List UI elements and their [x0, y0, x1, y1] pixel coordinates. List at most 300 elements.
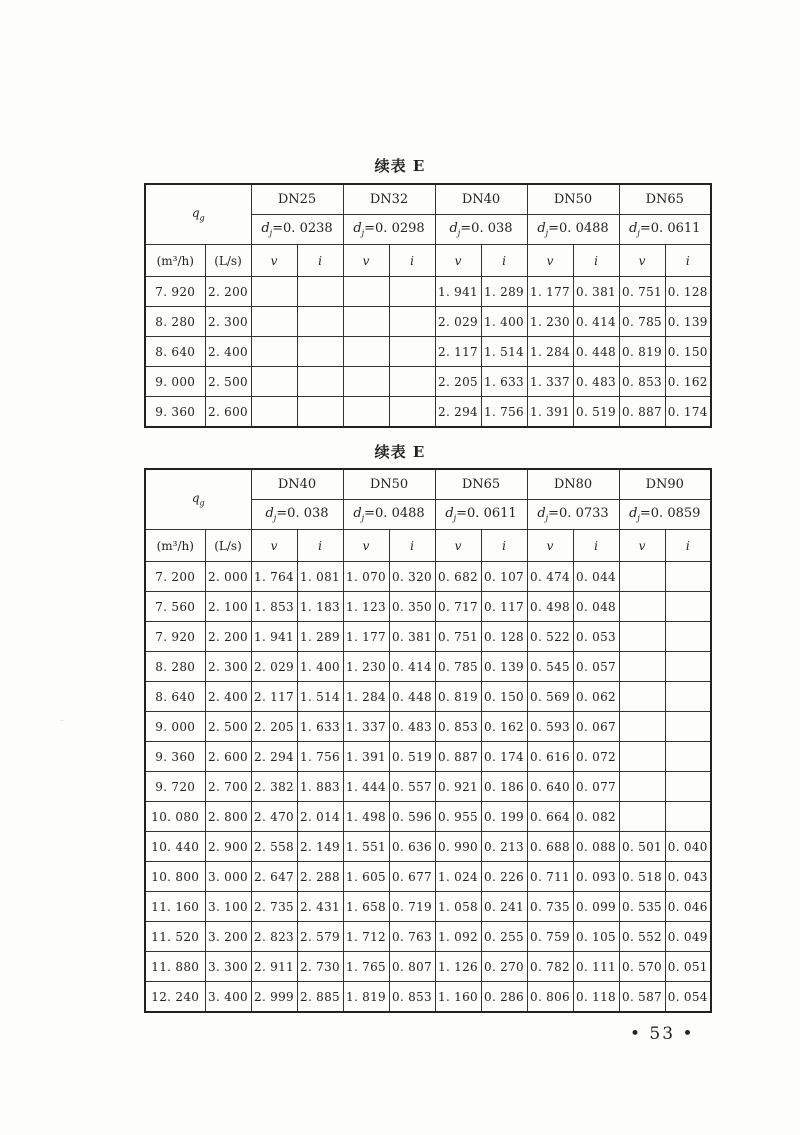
velocity-cell: [251, 307, 297, 337]
table-row: [145, 772, 711, 802]
table-row: [145, 862, 711, 892]
gradient-cell: 1. 883: [297, 772, 343, 802]
flow-ls-cell: 2. 500: [205, 712, 251, 742]
velocity-cell: 0. 785: [619, 307, 665, 337]
gradient-cell: 0. 118: [573, 982, 619, 1013]
velocity-cell: 0. 682: [435, 562, 481, 592]
flow-table-1: [144, 183, 712, 428]
gradient-cell: 0. 054: [665, 982, 711, 1013]
velocity-cell: 2. 470: [251, 802, 297, 832]
velocity-cell: 0. 664: [527, 802, 573, 832]
velocity-cell: 1. 444: [343, 772, 389, 802]
velocity-cell: 1. 092: [435, 922, 481, 952]
pipe-diameter-header: [251, 215, 343, 245]
velocity-cell: [251, 337, 297, 367]
velocity-cell: 1. 391: [343, 742, 389, 772]
velocity-header: v: [251, 245, 297, 277]
gradient-cell: [389, 337, 435, 367]
gradient-cell: [665, 622, 711, 652]
flow-m3h-cell: 7. 200: [145, 562, 205, 592]
flow-ls-cell: 3. 300: [205, 952, 251, 982]
velocity-cell: 0. 785: [435, 652, 481, 682]
diameter-value: =0. 038: [276, 506, 329, 522]
gradient-cell: 0. 040: [665, 832, 711, 862]
velocity-cell: 0. 887: [435, 742, 481, 772]
velocity-header: v: [527, 245, 573, 277]
table-2-title: 续表 E: [374, 443, 426, 461]
velocity-header: v: [343, 245, 389, 277]
pipe-diameter-header: [527, 215, 619, 245]
table-row: [145, 592, 711, 622]
diameter-symbol: $d_j$: [537, 221, 549, 238]
velocity-cell: 0. 518: [619, 862, 665, 892]
gradient-cell: 0. 107: [481, 562, 527, 592]
velocity-cell: 1. 605: [343, 862, 389, 892]
unit-m3h: (m³/h): [145, 530, 205, 562]
diameter-value: =0. 0611: [639, 221, 701, 237]
table-row: [145, 337, 711, 367]
velocity-cell: 1. 658: [343, 892, 389, 922]
flow-m3h-cell: 12. 240: [145, 982, 205, 1013]
flow-m3h-cell: 11. 880: [145, 952, 205, 982]
flow-m3h-cell: 9. 360: [145, 397, 205, 428]
velocity-cell: 0. 522: [527, 622, 573, 652]
velocity-cell: 0. 593: [527, 712, 573, 742]
velocity-header: v: [343, 530, 389, 562]
gradient-cell: 0. 174: [665, 397, 711, 428]
gradient-cell: [665, 772, 711, 802]
gradient-header: i: [481, 530, 527, 562]
gradient-cell: 0. 067: [573, 712, 619, 742]
velocity-cell: 1. 941: [435, 277, 481, 307]
gradient-cell: [665, 652, 711, 682]
gradient-cell: 0. 049: [665, 922, 711, 952]
velocity-header: v: [251, 530, 297, 562]
unit-m3h: (m³/h): [145, 245, 205, 277]
velocity-cell: 0. 887: [619, 397, 665, 428]
pipe-dn-header: DN50: [343, 469, 435, 500]
flow-ls-cell: 2. 300: [205, 307, 251, 337]
pipe-dn-header: DN25: [251, 184, 343, 215]
velocity-cell: 1. 177: [527, 277, 573, 307]
velocity-cell: 2. 205: [435, 367, 481, 397]
velocity-header: v: [619, 245, 665, 277]
gradient-cell: 0. 719: [389, 892, 435, 922]
flow-m3h-cell: 8. 640: [145, 682, 205, 712]
gradient-cell: [389, 367, 435, 397]
diameter-symbol: $d_j$: [445, 506, 457, 523]
gradient-cell: 0. 162: [665, 367, 711, 397]
scan-speck: ··: [60, 718, 64, 725]
velocity-cell: 0. 955: [435, 802, 481, 832]
pipe-diameter-header: [435, 500, 527, 530]
velocity-cell: [343, 397, 389, 428]
flow-ls-cell: 3. 100: [205, 892, 251, 922]
gradient-cell: 1. 081: [297, 562, 343, 592]
velocity-cell: [619, 562, 665, 592]
flow-ls-cell: 3. 200: [205, 922, 251, 952]
gradient-cell: 0. 381: [573, 277, 619, 307]
flow-subscript: g: [199, 498, 205, 508]
table-row: [145, 742, 711, 772]
flow-m3h-cell: 7. 560: [145, 592, 205, 622]
diameter-value: =0. 0238: [272, 221, 333, 237]
gradient-cell: 0. 088: [573, 832, 619, 862]
pipe-dn-header: DN32: [343, 184, 435, 215]
velocity-cell: 2. 029: [435, 307, 481, 337]
gradient-cell: 0. 519: [573, 397, 619, 428]
diameter-value: =0. 0859: [639, 506, 701, 522]
gradient-cell: 1. 289: [297, 622, 343, 652]
flow-ls-cell: 2. 300: [205, 652, 251, 682]
velocity-cell: 2. 999: [251, 982, 297, 1013]
velocity-cell: 0. 853: [619, 367, 665, 397]
header-row-dn: [145, 184, 711, 215]
gradient-cell: 0. 139: [481, 652, 527, 682]
velocity-cell: 1. 819: [343, 982, 389, 1013]
pipe-diameter-header: [435, 215, 527, 245]
flow-m3h-cell: 8. 640: [145, 337, 205, 367]
pipe-dn-header: DN50: [527, 184, 619, 215]
gradient-cell: [297, 397, 343, 428]
velocity-cell: 2. 911: [251, 952, 297, 982]
flow-m3h-cell: 9. 000: [145, 712, 205, 742]
flow-ls-cell: 2. 100: [205, 592, 251, 622]
velocity-cell: [619, 652, 665, 682]
table-row: [145, 397, 711, 428]
velocity-cell: 2. 294: [251, 742, 297, 772]
velocity-cell: 2. 823: [251, 922, 297, 952]
gradient-cell: [297, 337, 343, 367]
gradient-cell: 0. 043: [665, 862, 711, 892]
gradient-cell: 0. 483: [389, 712, 435, 742]
velocity-cell: 0. 570: [619, 952, 665, 982]
gradient-cell: 0. 483: [573, 367, 619, 397]
velocity-cell: [619, 592, 665, 622]
diameter-symbol: $d_j$: [537, 506, 549, 523]
velocity-header: v: [435, 530, 481, 562]
velocity-cell: 1. 391: [527, 397, 573, 428]
velocity-cell: 0. 806: [527, 982, 573, 1013]
velocity-cell: 1. 024: [435, 862, 481, 892]
velocity-cell: [251, 277, 297, 307]
gradient-cell: 2. 885: [297, 982, 343, 1013]
flow-ls-cell: 2. 800: [205, 802, 251, 832]
flow-ls-cell: 2. 900: [205, 832, 251, 862]
velocity-cell: 0. 569: [527, 682, 573, 712]
flow-ls-cell: 2. 000: [205, 562, 251, 592]
velocity-cell: 0. 717: [435, 592, 481, 622]
velocity-cell: 0. 751: [619, 277, 665, 307]
velocity-cell: [343, 337, 389, 367]
flow-ls-cell: 2. 600: [205, 742, 251, 772]
gradient-cell: 0. 350: [389, 592, 435, 622]
gradient-cell: 1. 400: [297, 652, 343, 682]
velocity-cell: 1. 070: [343, 562, 389, 592]
gradient-cell: 0. 241: [481, 892, 527, 922]
velocity-cell: 2. 382: [251, 772, 297, 802]
pipe-dn-header: DN40: [435, 184, 527, 215]
flow-subscript: g: [199, 213, 205, 223]
pipe-diameter-header: [619, 500, 711, 530]
velocity-cell: 1. 337: [343, 712, 389, 742]
gradient-cell: [297, 367, 343, 397]
gradient-cell: 1. 633: [481, 367, 527, 397]
velocity-cell: 0. 616: [527, 742, 573, 772]
table-row: [145, 307, 711, 337]
gradient-header: i: [573, 530, 619, 562]
velocity-cell: 0. 711: [527, 862, 573, 892]
gradient-cell: 0. 150: [665, 337, 711, 367]
unit-ls: (L/s): [205, 530, 251, 562]
velocity-cell: [343, 367, 389, 397]
gradient-cell: 1. 756: [481, 397, 527, 428]
velocity-cell: 1. 853: [251, 592, 297, 622]
gradient-cell: 1. 183: [297, 592, 343, 622]
gradient-cell: 0. 174: [481, 742, 527, 772]
gradient-cell: [665, 742, 711, 772]
velocity-cell: 1. 230: [343, 652, 389, 682]
diameter-value: =0. 0611: [456, 506, 517, 522]
gradient-cell: 1. 633: [297, 712, 343, 742]
gradient-cell: 0. 128: [481, 622, 527, 652]
velocity-cell: 1. 498: [343, 802, 389, 832]
velocity-cell: 0. 819: [619, 337, 665, 367]
diameter-value: =0. 0488: [364, 506, 425, 522]
gradient-cell: 0. 053: [573, 622, 619, 652]
diameter-symbol: $d_j$: [629, 506, 640, 523]
velocity-cell: 0. 990: [435, 832, 481, 862]
gradient-cell: 0. 557: [389, 772, 435, 802]
gradient-cell: 0. 044: [573, 562, 619, 592]
velocity-cell: [343, 307, 389, 337]
flow-ls-cell: 3. 400: [205, 982, 251, 1013]
gradient-cell: 0. 270: [481, 952, 527, 982]
gradient-cell: 1. 514: [297, 682, 343, 712]
diameter-value: =0. 0733: [548, 506, 609, 522]
gradient-cell: 0. 213: [481, 832, 527, 862]
pipe-diameter-header: [251, 500, 343, 530]
gradient-cell: 2. 431: [297, 892, 343, 922]
velocity-cell: 2. 735: [251, 892, 297, 922]
gradient-cell: 0. 150: [481, 682, 527, 712]
flow-symbol: q: [191, 491, 200, 506]
pipe-diameter-header: [343, 215, 435, 245]
pipe-diameter-header: [343, 500, 435, 530]
gradient-cell: 0. 853: [389, 982, 435, 1013]
velocity-cell: 1. 284: [343, 682, 389, 712]
velocity-cell: 2. 294: [435, 397, 481, 428]
table-row: [145, 982, 711, 1013]
gradient-cell: 0. 128: [665, 277, 711, 307]
velocity-cell: 0. 474: [527, 562, 573, 592]
flow-rate-header: [145, 469, 251, 530]
diameter-value: =0. 0298: [364, 221, 425, 237]
page-number: • 53 •: [630, 1024, 695, 1044]
gradient-cell: 2. 014: [297, 802, 343, 832]
gradient-cell: [389, 307, 435, 337]
table-row: [145, 712, 711, 742]
velocity-cell: 0. 853: [435, 712, 481, 742]
velocity-cell: 0. 545: [527, 652, 573, 682]
table-row: [145, 892, 711, 922]
velocity-cell: 0. 759: [527, 922, 573, 952]
gradient-cell: [665, 682, 711, 712]
gradient-cell: 0. 677: [389, 862, 435, 892]
gradient-cell: 0. 072: [573, 742, 619, 772]
pipe-dn-header: DN90: [619, 469, 711, 500]
flow-ls-cell: 2. 600: [205, 397, 251, 428]
flow-ls-cell: 2. 700: [205, 772, 251, 802]
flow-m3h-cell: 11. 160: [145, 892, 205, 922]
flow-m3h-cell: 7. 920: [145, 622, 205, 652]
gradient-cell: 0. 255: [481, 922, 527, 952]
velocity-cell: 2. 558: [251, 832, 297, 862]
gradient-cell: 0. 099: [573, 892, 619, 922]
velocity-cell: 1. 284: [527, 337, 573, 367]
gradient-cell: 1. 514: [481, 337, 527, 367]
velocity-cell: 1. 123: [343, 592, 389, 622]
diameter-symbol: $d_j$: [265, 506, 277, 523]
gradient-cell: 0. 320: [389, 562, 435, 592]
gradient-cell: [297, 277, 343, 307]
gradient-cell: 0. 162: [481, 712, 527, 742]
gradient-cell: [665, 592, 711, 622]
gradient-cell: [389, 397, 435, 428]
gradient-cell: 0. 519: [389, 742, 435, 772]
velocity-cell: 0. 587: [619, 982, 665, 1013]
velocity-cell: 1. 177: [343, 622, 389, 652]
gradient-cell: 0. 111: [573, 952, 619, 982]
velocity-cell: 0. 751: [435, 622, 481, 652]
pipe-diameter-header: [527, 500, 619, 530]
velocity-header: v: [619, 530, 665, 562]
gradient-header: i: [573, 245, 619, 277]
velocity-cell: 2. 647: [251, 862, 297, 892]
gradient-cell: 0. 062: [573, 682, 619, 712]
gradient-cell: 2. 579: [297, 922, 343, 952]
velocity-cell: [251, 397, 297, 428]
gradient-header: i: [665, 530, 711, 562]
velocity-cell: 0. 498: [527, 592, 573, 622]
gradient-cell: 0. 093: [573, 862, 619, 892]
gradient-cell: 0. 057: [573, 652, 619, 682]
gradient-cell: 0. 596: [389, 802, 435, 832]
header-row-units: [145, 530, 711, 562]
gradient-cell: 0. 046: [665, 892, 711, 922]
flow-ls-cell: 2. 200: [205, 277, 251, 307]
table-1-title: 续表 E: [374, 157, 426, 175]
flow-m3h-cell: 8. 280: [145, 652, 205, 682]
gradient-cell: 0. 763: [389, 922, 435, 952]
gradient-header: i: [389, 530, 435, 562]
gradient-cell: [665, 802, 711, 832]
flow-m3h-cell: 9. 720: [145, 772, 205, 802]
velocity-cell: 2. 205: [251, 712, 297, 742]
flow-m3h-cell: 10. 800: [145, 862, 205, 892]
gradient-cell: 0. 105: [573, 922, 619, 952]
velocity-cell: 0. 819: [435, 682, 481, 712]
flow-ls-cell: 3. 000: [205, 862, 251, 892]
gradient-cell: [665, 562, 711, 592]
velocity-cell: [619, 682, 665, 712]
gradient-header: i: [665, 245, 711, 277]
gradient-cell: 1. 400: [481, 307, 527, 337]
gradient-cell: 1. 756: [297, 742, 343, 772]
velocity-cell: 2. 117: [435, 337, 481, 367]
velocity-cell: [619, 772, 665, 802]
gradient-cell: 0. 807: [389, 952, 435, 982]
velocity-cell: 1. 160: [435, 982, 481, 1013]
flow-m3h-cell: 11. 520: [145, 922, 205, 952]
diameter-symbol: $d_j$: [353, 221, 365, 238]
gradient-cell: 1. 289: [481, 277, 527, 307]
flow-m3h-cell: 9. 000: [145, 367, 205, 397]
gradient-cell: 0. 186: [481, 772, 527, 802]
flow-m3h-cell: 10. 440: [145, 832, 205, 862]
gradient-cell: 0. 414: [573, 307, 619, 337]
flow-symbol: q: [191, 206, 200, 221]
gradient-cell: 2. 288: [297, 862, 343, 892]
flow-ls-cell: 2. 400: [205, 682, 251, 712]
header-row-units: [145, 245, 711, 277]
gradient-cell: 0. 448: [573, 337, 619, 367]
gradient-cell: [297, 307, 343, 337]
gradient-cell: 0. 077: [573, 772, 619, 802]
header-row-dn: [145, 469, 711, 500]
gradient-cell: 2. 730: [297, 952, 343, 982]
gradient-cell: 0. 226: [481, 862, 527, 892]
velocity-cell: 1. 712: [343, 922, 389, 952]
gradient-cell: 0. 199: [481, 802, 527, 832]
flow-ls-cell: 2. 200: [205, 622, 251, 652]
table-row: [145, 802, 711, 832]
flow-m3h-cell: 10. 080: [145, 802, 205, 832]
velocity-cell: 0. 782: [527, 952, 573, 982]
velocity-cell: 0. 735: [527, 892, 573, 922]
flow-m3h-cell: 9. 360: [145, 742, 205, 772]
velocity-cell: 1. 230: [527, 307, 573, 337]
velocity-cell: 1. 337: [527, 367, 573, 397]
velocity-header: v: [527, 530, 573, 562]
velocity-cell: [619, 622, 665, 652]
diameter-symbol: $d_j$: [629, 221, 640, 238]
table-row: [145, 652, 711, 682]
velocity-cell: [251, 367, 297, 397]
table-row: [145, 562, 711, 592]
gradient-header: i: [297, 245, 343, 277]
velocity-cell: 0. 640: [527, 772, 573, 802]
unit-ls: (L/s): [205, 245, 251, 277]
flow-rate-header: [145, 184, 251, 245]
gradient-header: i: [389, 245, 435, 277]
velocity-cell: [619, 742, 665, 772]
velocity-cell: 1. 551: [343, 832, 389, 862]
velocity-cell: 1. 765: [343, 952, 389, 982]
table-row: [145, 832, 711, 862]
velocity-cell: 1. 058: [435, 892, 481, 922]
pipe-dn-header: DN65: [619, 184, 711, 215]
velocity-header: v: [435, 245, 481, 277]
velocity-cell: [619, 802, 665, 832]
flow-ls-cell: 2. 400: [205, 337, 251, 367]
gradient-cell: 0. 051: [665, 952, 711, 982]
gradient-cell: 0. 286: [481, 982, 527, 1013]
pipe-dn-header: DN40: [251, 469, 343, 500]
gradient-cell: 0. 082: [573, 802, 619, 832]
gradient-cell: [389, 277, 435, 307]
velocity-cell: [619, 712, 665, 742]
